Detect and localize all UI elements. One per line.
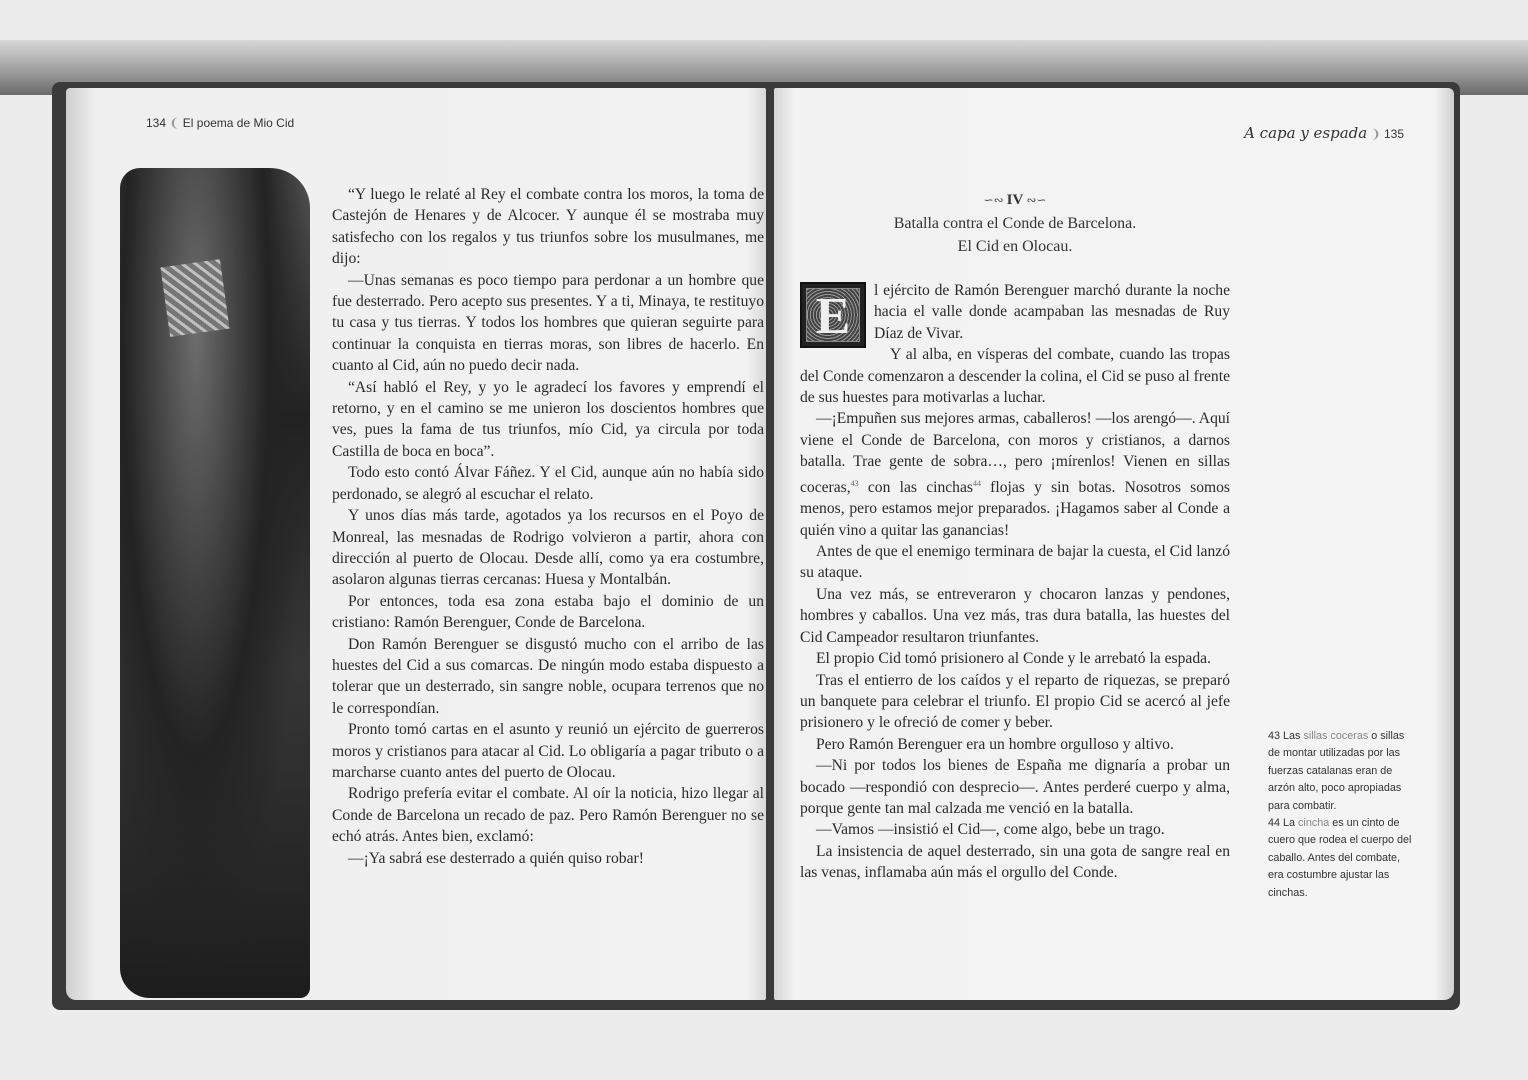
opening-paragraph <box>800 280 1230 344</box>
page-number: 134 <box>146 116 167 130</box>
speech-text: flojas y sin botas. Nosotros somos menos, pero estamos mejor preparados. ¡Hagamos saber al Conde a quién vino a quitar las ganancias! <box>800 478 1230 539</box>
paragraph: Una vez más, se entreveraron y chocaron lanzas y pendones, hombres y caballos. Una vez más, tras dura batalla, las huestes del Cid Campeador resultaron triunfantes. <box>800 585 1230 646</box>
paragraph: La insistencia de aquel desterrado, sin una gota de sangre real en las venas, inflamaba aún más el orgullo del Conde. <box>800 842 1230 882</box>
footnote-ref-43: 43 <box>850 478 859 488</box>
flourish-left-icon: ∽∾ <box>983 193 1007 207</box>
paragraph: Pero Ramón Berenguer era un hombre orgulloso y altivo. <box>816 735 1174 753</box>
flourish-right-icon: ∾∽ <box>1023 193 1047 207</box>
left-page <box>66 88 766 1000</box>
running-title: A capa y espada <box>1244 124 1368 142</box>
paragraph: Por entonces, toda esa zona estaba bajo el dominio de un cristiano: Ramón Berenguer, Conde de Barcelona. <box>332 592 764 632</box>
page-number: 135 <box>1383 127 1404 141</box>
footnote-text: es un cinto de cuero que rodea el cuerpo del caballo. Antes del combate, era costumbre ajustar las cinchas. <box>1268 817 1412 899</box>
illustration-cid-figure <box>120 168 310 998</box>
footnote-number: 44 <box>1268 817 1281 830</box>
paragraph: El propio Cid tomó prisionero al Conde y le arrebató la espada. <box>816 650 1211 668</box>
chapter-title-line2: El Cid en Olocau. <box>957 238 1073 255</box>
paragraph: —Unas semanas es poco tiempo para perdonar a un hombre que fue desterrado. Pero acepto sus presentes. Y a ti, Minaya, te restituyo tu casa y tus tierras. Y todos los hombres que quieran seguirte para continuar la conquista en tierras moras, son libres de hacerlo. En cuanto al Cid, aún no puedo decir nada. <box>332 271 764 375</box>
dropcap-letter: E <box>806 288 860 342</box>
ornament-icon: ❨ <box>169 116 183 130</box>
footnote-pre: Las <box>1283 730 1301 742</box>
footnote-term: sillas coceras <box>1303 730 1369 742</box>
chapter-title-line1: Batalla contra el Conde de Barcelona. <box>893 215 1137 232</box>
speech-text: con las cinchas <box>858 478 973 496</box>
footnote-44 <box>1268 815 1418 902</box>
paragraph: “Y luego le relaté al Rey el combate contra los moros, la toma de Castejón de Henares y de Alcocer. Y aunque él se mostraba muy satisfecho con los regalos y tus triunfos sobre los musulmanes, me dijo: <box>332 186 764 268</box>
footnote-pre: La <box>1283 817 1296 830</box>
paragraph: —¡Ya sabrá ese desterrado a quién quiso robar! <box>348 849 644 867</box>
paragraph-text: l ejército de Ramón Berenguer marchó durante la noche hacia el valle donde acampaban las mesnadas de Ruy Díaz de Vivar. <box>874 282 1230 342</box>
right-text-column <box>800 280 1230 884</box>
footnote-term: cincha <box>1298 817 1330 830</box>
paragraph: —Ni por todos los bienes de España me dignaría a probar un bocado —respondió con desprecio—. Antes perderé cuerpo y alma, porque gente tan mal calzada me venció en la batalla. <box>800 757 1230 817</box>
illustration-window <box>160 259 229 337</box>
ornament-icon: ❩ <box>1370 127 1384 141</box>
paragraph: Todo esto contó Álvar Fáñez. Y el Cid, aunque aún no había sido perdonado, se alegró al escuchar el relato. <box>332 464 764 503</box>
running-title: El poema de Mio Cid <box>182 116 295 130</box>
right-page <box>774 88 1454 1000</box>
paragraph: Tras el entierro de los caídos y el reparto de riquezas, se preparó un banquete para celebrar el triunfo. El propio Cid se acercó al jefe prisionero y le ofreció de comer y beber. <box>800 671 1230 732</box>
paragraph: Rodrigo prefería evitar el combate. Al oír la noticia, hizo llegar al Conde de Barcelona un recado de paz. Pero Ramón Berenguer no se echó atrás. Antes bien, exclamó: <box>332 785 764 846</box>
chapter-number: IV <box>1006 192 1024 208</box>
right-running-header <box>1244 124 1404 142</box>
footnote-ref-44: 44 <box>972 478 981 488</box>
footnote-text: o sillas de montar utilizadas por las fuerzas catalanas eran de arzón alto, poco apropiadas para combatir. <box>1268 730 1405 812</box>
paragraph: Y al alba, en vísperas del combate, cuando las tropas del Conde comenzaron a descender la colina, el Cid se puso al frente de sus huestes para motivarlas a luchar. <box>800 346 1230 407</box>
footnote-43 <box>1268 728 1418 815</box>
paragraph: Don Ramón Berenguer se disgustó mucho con el arribo de las huestes del Cid a sus comarcas. De ningún modo estaba dispuesto a tolerar que un desterrado, sin sangre noble, ocupara terrenos que no le correspondían. <box>332 635 764 717</box>
left-text-column <box>332 184 764 869</box>
left-running-header <box>146 116 294 130</box>
open-book <box>52 82 1460 1010</box>
chapter-heading <box>800 188 1230 258</box>
speech-paragraph <box>800 408 1230 541</box>
paragraph: Y unos días más tarde, agotados ya los recursos en el Poyo de Monreal, las mesnadas de Rodrigo volvieron a partir, ahora con dirección al puerto de Olocau. Desde allí, como ya era costumbre, asolaron algunas tierras cercanas: Huesa y Montalbán. <box>332 507 764 589</box>
paragraph: “Así habló el Rey, y yo le agradecí los favores y emprendí el retorno, y en el camino se me unieron los doscientos hombres que ves, pues la fama de tus triunfos, mío Cid, ya circula por toda Castilla de boca en boca”. <box>332 378 764 460</box>
paragraph: —Vamos —insistió el Cid—, come algo, bebe un trago. <box>816 821 1165 839</box>
footnote-number: 43 <box>1268 730 1281 742</box>
paragraph: Antes de que el enemigo terminara de bajar la cuesta, el Cid lanzó su ataque. <box>800 543 1230 582</box>
footnotes <box>1268 728 1418 902</box>
speech-text: —¡Empuñen sus mejores armas, caballeros! —los arengó—. Aquí viene el Conde de Barcelona, con moros y cristianos, a darnos batalla. Trae gente de sobra…, pero ¡mírenlos! Vienen en sillas coceras, <box>800 410 1230 496</box>
paragraph: Pronto tomó cartas en el asunto y reunió un ejército de guerreros moros y cristianos para atacar al Cid. Lo obligaría a pagar tributo o a marcharse cuanto antes del puerto de Olocau. <box>332 721 764 781</box>
decorated-dropcap <box>800 282 866 348</box>
